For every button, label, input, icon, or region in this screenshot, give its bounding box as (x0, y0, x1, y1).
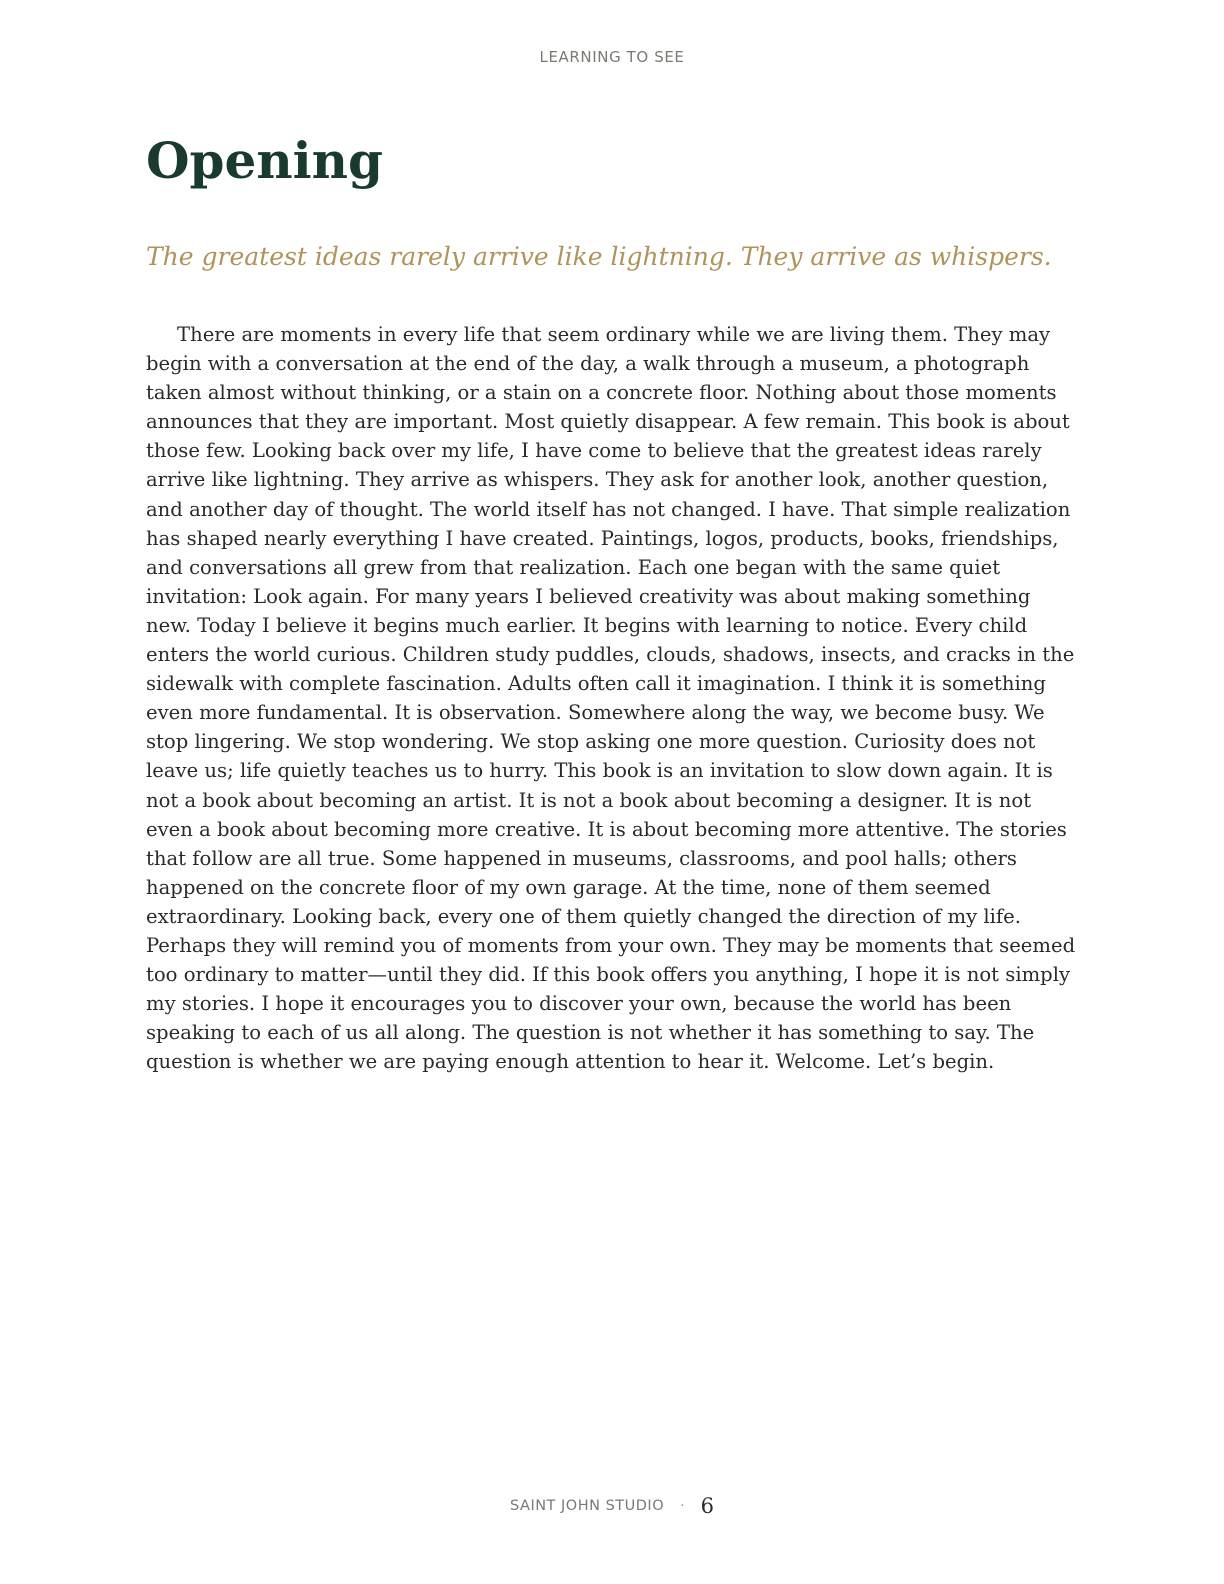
chapter-title: Opening (146, 131, 383, 190)
chapter-body-paragraph: There are moments in every life that seem ordinary while we are living them. They may begin with a conversation at the end of the day, a walk through a museum, a photograph taken almost without thinking, or a stain on a concrete floor. Nothing about those moments announces that they are important. Most quietly disappear. A few remain. This book is about those few. Looking back over my life, I have come to believe that the greatest ideas rarely arrive like lightning. They arrive as whispers. They ask for another look, another question, and another day of thought. The world itself has not changed. I have. That simple realization has shaped nearly everything I have created. Paintings, logos, products, books, friendships, and conversations all grew from that realization. Each one began with the same quiet invitation: Look again. For many years I believed creativity was about making something new. Today I believe it begins much earlier. It begins with learning to notice. Every child enters the world curious. Children study puddles, clouds, shadows, insects, and cracks in the sidewalk with complete fascination. Adults often call it imagination. I think it is something even more fundamental. It is observation. Somewhere along the way, we become busy. We stop lingering. We stop wondering. We stop asking one more question. Curiosity does not leave us; life quietly teaches us to hurry. This book is an invitation to slow down again. It is not a book about becoming an artist. It is not a book about becoming a designer. It is not even a book about becoming more creative. It is about becoming more attentive. The stories that follow are all true. Some happened in museums, classrooms, and pool halls; others happened on the concrete floor of my own garage. At the time, none of them seemed extraordinary. Looking back, every one of them quietly changed the direction of my life. Perhaps they will remind you of moments from your own. They may be moments that seemed too ordinary to matter—until they did. If this book offers you anything, I hope it is not simply my stories. I hope it encourages you to discover your own, because the world has been speaking to each of us all along. The question is not whether it has something to say. The question is whether we are paying enough attention to hear it. Welcome. Let’s begin. (146, 323, 1076, 1074)
running-head: LEARNING TO SEE (539, 48, 685, 66)
page-number: 6 (700, 1494, 714, 1518)
footer-studio-name: SAINT JOHN STUDIO (510, 1498, 665, 1514)
chapter-epigraph: The greatest ideas rarely arrive like lightning. They arrive as whispers. (146, 242, 1052, 271)
footer-separator: · (680, 1498, 685, 1514)
running-foot (0, 1494, 1224, 1518)
